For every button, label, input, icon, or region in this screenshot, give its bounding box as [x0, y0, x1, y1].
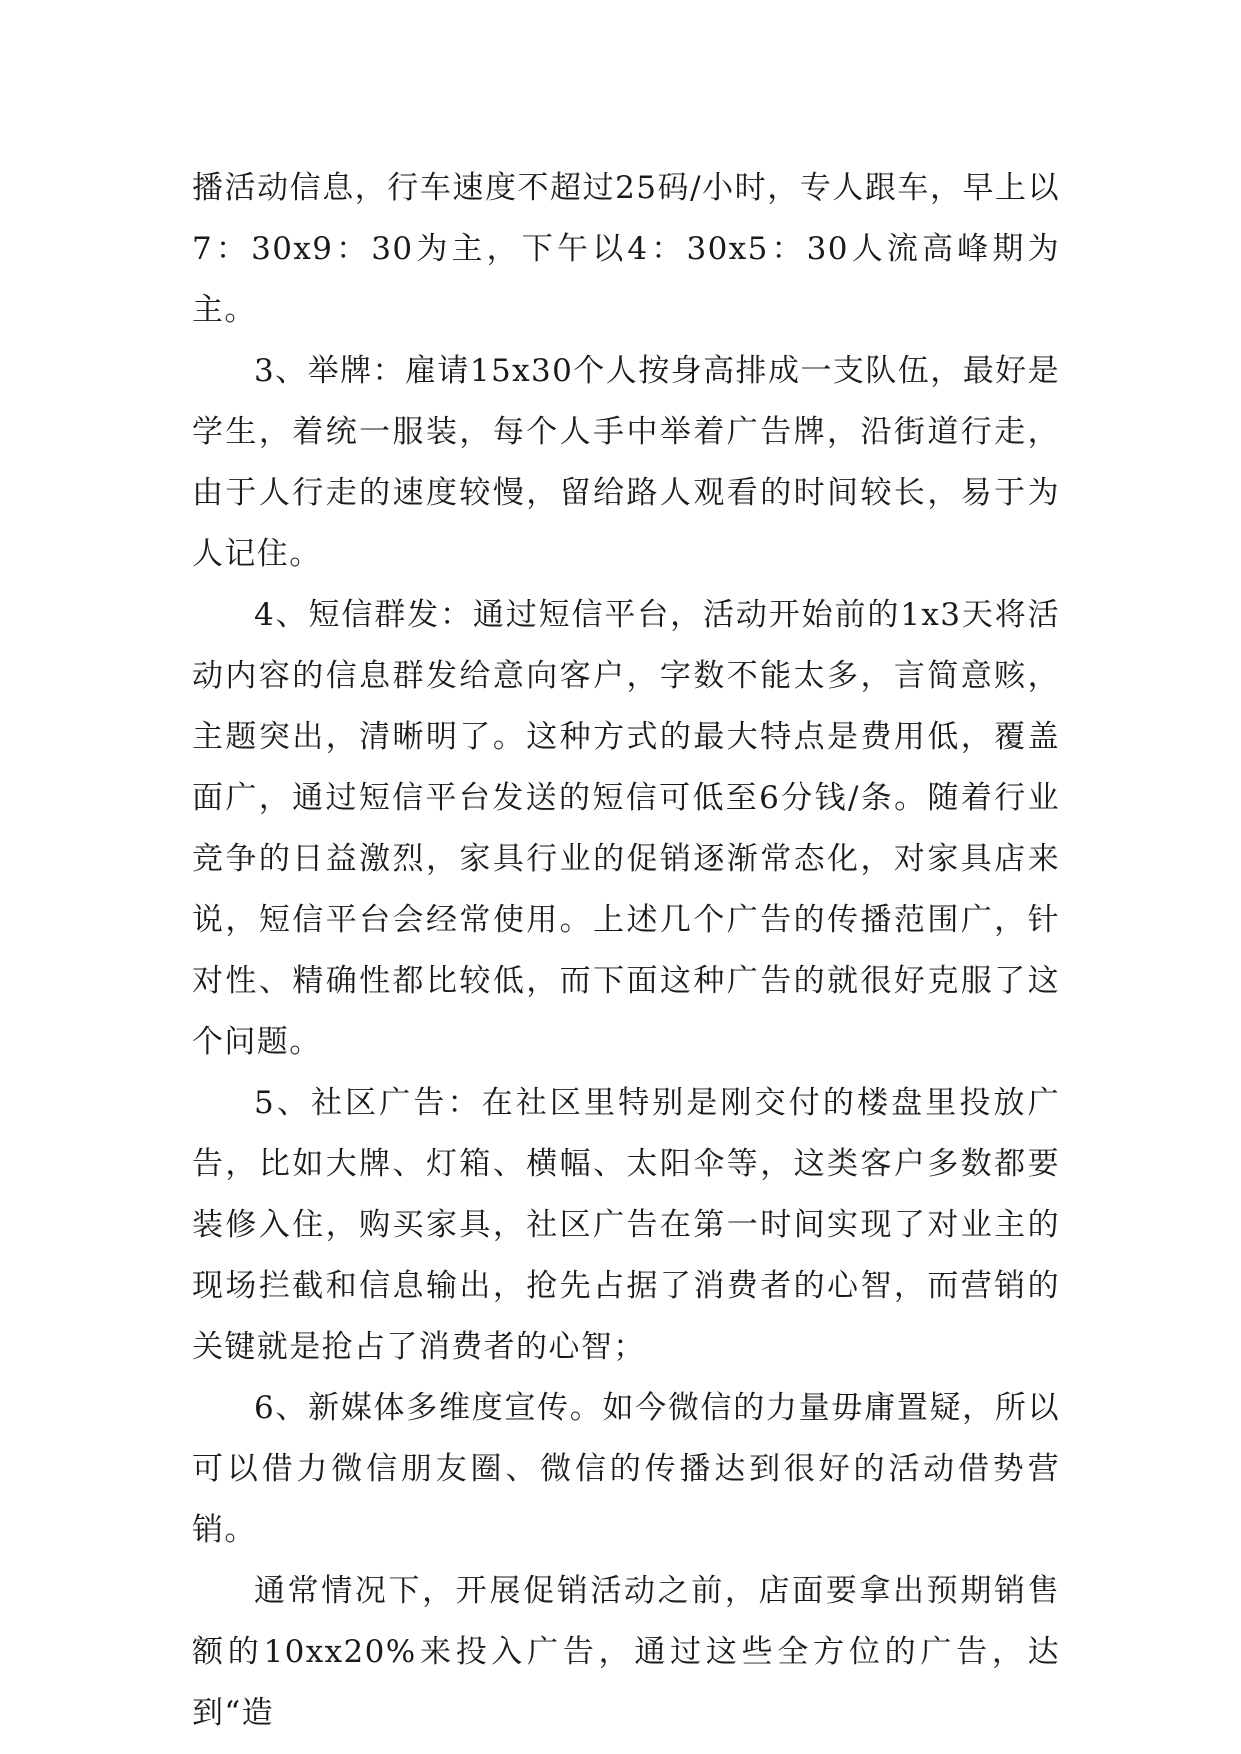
- paragraph-new-media: 6、新媒体多维度宣传。如今微信的力量毋庸置疑，所以可以借力微信朋友圈、微信的传播达到很好的活动借势营销。: [192, 1390, 1060, 1548]
- paragraph-placard: 3、举牌：雇请15x30个人按身高排成一支队伍，最好是学生，着统一服装，每个人手中举着广告牌，沿街道行走，由于人行走的速度较慢，留给路人观看的时间较长，易于为人记住。: [192, 353, 1060, 572]
- paragraph-sms: 4、短信群发：通过短信平台，活动开始前的1x3天将活动内容的信息群发给意向客户，字数不能太多，言简意赅，主题突出，清晰明了。这种方式的最大特点是费用低，覆盖面广，通过短信平台发送的短信可低至6分钱/条。随着行业竞争的日益激烈，家具行业的促销逐渐常态化，对家具店来说，短信平台会经常使用。上述几个广告的传播范围广，针对性、精确性都比较低，而下面这种广告的就很好克服了这个问题。: [192, 597, 1060, 1060]
- paragraph-community-ads: 5、社区广告：在社区里特别是刚交付的楼盘里投放广告，比如大牌、灯箱、横幅、太阳伞等，这类客户多数都要装修入住，购买家具，社区广告在第一时间实现了对业主的现场拦截和信息输出，抢先占据了消费者的心智，而营销的关键就是抢占了消费者的心智；: [192, 1085, 1060, 1365]
- paragraph-continuation: 播活动信息，行车速度不超过25码/小时，专人跟车，早上以7：30x9：30为主，下午以4：30x5：30人流高峰期为主。: [192, 170, 1060, 328]
- paragraph-budget: 通常情况下，开展促销活动之前，店面要拿出预期销售额的10xx20%来投入广告，通过这些全方位的广告，达到“造: [192, 1573, 1060, 1731]
- document-body: [192, 158, 1060, 1744]
